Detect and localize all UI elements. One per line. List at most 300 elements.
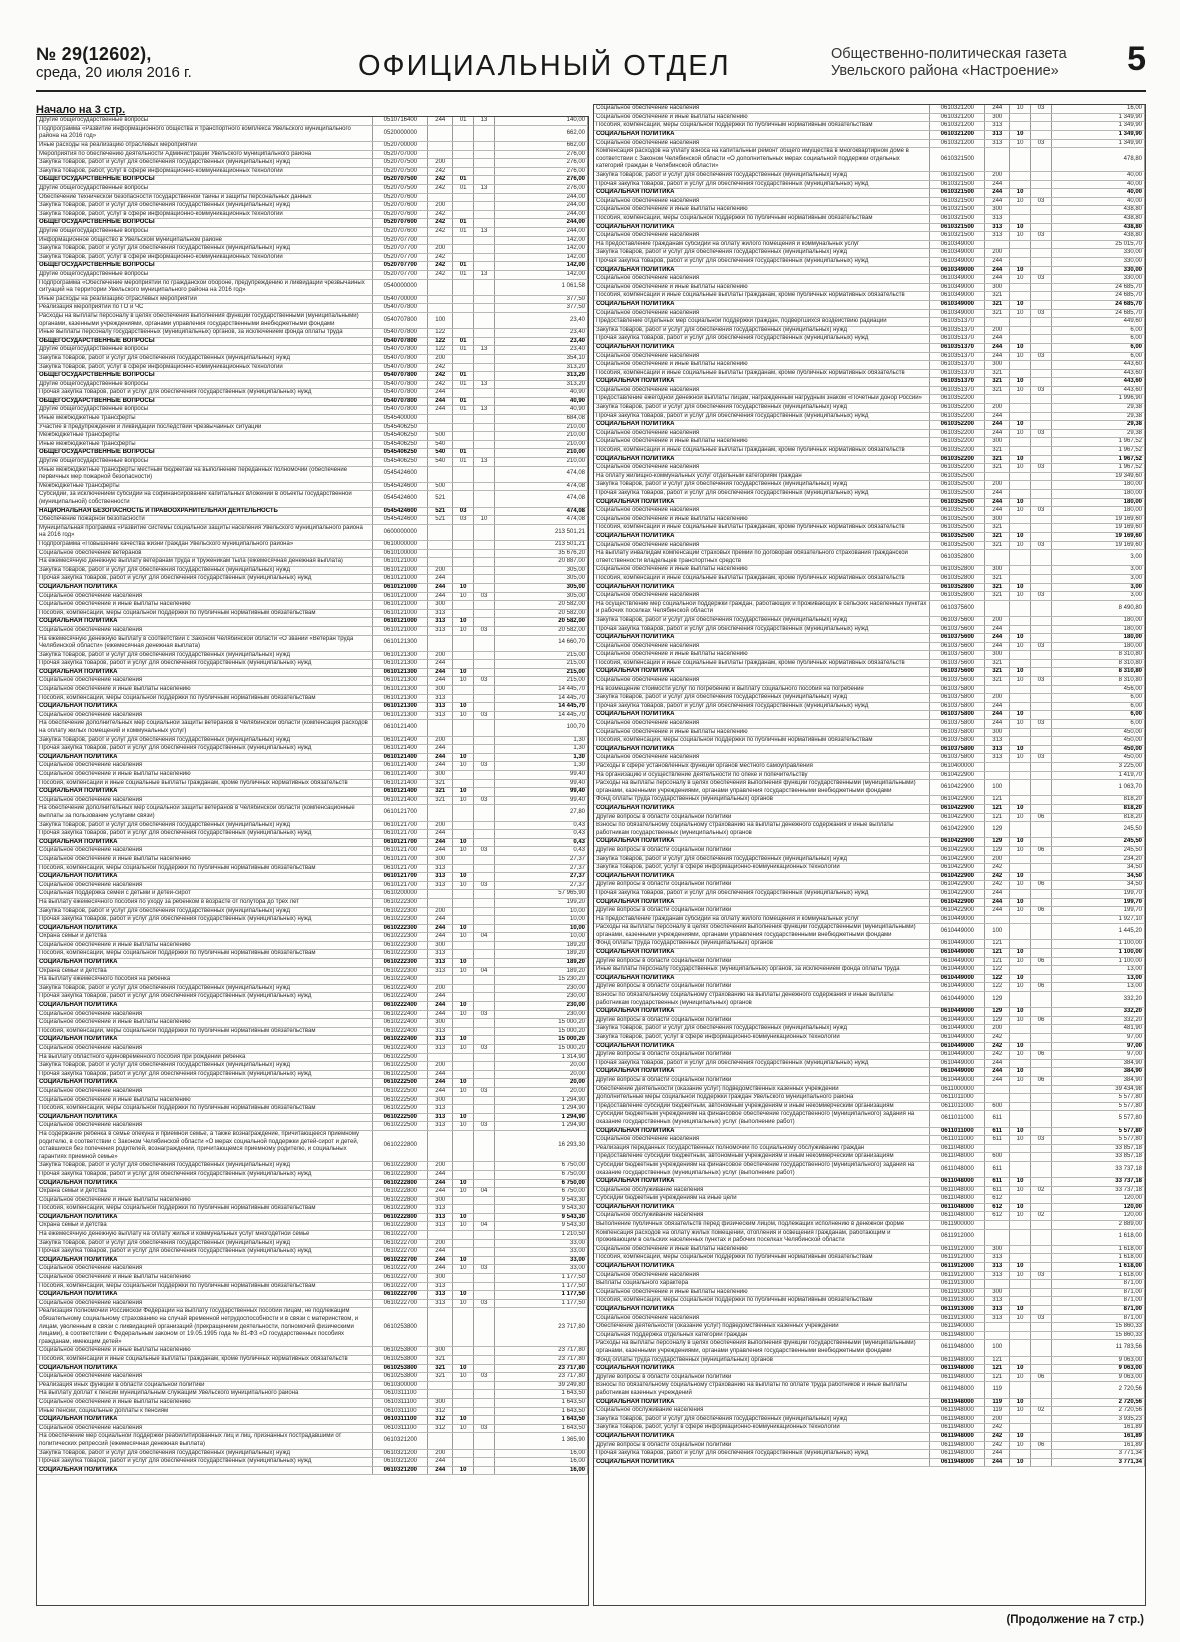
row-amount: 33,00 — [494, 1248, 587, 1257]
row-section: 10 — [453, 711, 474, 720]
table-row — [37, 635, 588, 651]
row-expense-type: 300 — [428, 855, 453, 864]
row-target-code: 0610222700 — [373, 1265, 428, 1274]
row-section — [1010, 616, 1031, 625]
row-amount: 13,00 — [1051, 974, 1144, 983]
row-section — [453, 907, 474, 916]
row-subsection — [474, 984, 495, 993]
row-amount: 40,00 — [1051, 189, 1144, 198]
row-expense-type: 122 — [985, 983, 1010, 992]
row-expense-type: 313 — [985, 232, 1010, 241]
row-name: Социальное обеспечение населения — [594, 720, 930, 729]
row-section: 10 — [453, 1079, 474, 1088]
table-row — [594, 369, 1145, 378]
row-amount: 120,00 — [1051, 1195, 1144, 1204]
row-section: 01 — [453, 449, 474, 458]
row-amount: 330,00 — [1051, 275, 1144, 284]
row-expense-type: 244 — [985, 429, 1010, 438]
row-section — [1010, 1221, 1031, 1230]
row-target-code: 0610222700 — [373, 1231, 428, 1240]
row-subsection: 03 — [1031, 677, 1052, 686]
row-section — [453, 279, 474, 295]
row-amount: 1 177,50 — [494, 1299, 587, 1308]
table-row — [594, 1382, 1145, 1398]
row-name: Иные межбюджетные трансферты — [37, 440, 373, 449]
row-name: НАЦИОНАЛЬНАЯ БЕЗОПАСНОСТЬ И ПРАВООХРАНИТЕЛЬНАЯ ДЕЯТЕЛЬНОСТЬ — [37, 507, 373, 516]
row-amount: 33 857,18 — [1051, 1144, 1144, 1153]
row-amount: 6,00 — [1051, 326, 1144, 335]
row-section — [1010, 1144, 1031, 1153]
row-section — [1010, 1094, 1031, 1103]
row-section — [1010, 992, 1031, 1008]
row-subsection — [1031, 702, 1052, 711]
row-name: Предоставление отдельных мер социальной поддержки граждан, подвергшихся воздействию радиации — [594, 318, 930, 327]
table-row — [594, 343, 1145, 352]
row-section — [453, 1105, 474, 1114]
row-amount: 210,00 — [494, 423, 587, 432]
row-expense-type: 500 — [428, 432, 453, 441]
row-name: Социальное обеспечение ветеранов — [37, 549, 373, 558]
row-expense-type: 313 — [428, 1122, 453, 1131]
row-subsection — [1031, 822, 1052, 838]
row-target-code: 0610222700 — [373, 1291, 428, 1300]
row-target-code: 0610121000 — [373, 601, 428, 610]
row-subsection — [474, 397, 495, 406]
table-row — [594, 352, 1145, 361]
row-expense-type: 244 — [428, 847, 453, 856]
table-row — [594, 1432, 1145, 1441]
row-section — [1010, 737, 1031, 746]
row-section: 10 — [453, 1179, 474, 1188]
row-target-code: 0610222300 — [373, 924, 428, 933]
row-target-code: 0610222300 — [373, 933, 428, 942]
row-name: Закупка товаров, работ и услуг для обеспечения государственных (муниципальных) нужд — [37, 159, 373, 168]
row-amount: 20 887,00 — [494, 558, 587, 567]
row-expense-type — [985, 472, 1010, 481]
table-row — [594, 651, 1145, 660]
row-amount: 474,08 — [494, 466, 587, 482]
row-name: Другие вопросы в области социальной политики — [594, 1373, 930, 1382]
row-amount: 230,00 — [494, 1002, 587, 1011]
row-subsection — [474, 1291, 495, 1300]
row-amount: 15 230,20 — [494, 976, 587, 985]
table-row — [37, 796, 588, 805]
row-name: СОЦИАЛЬНАЯ ПОЛИТИКА — [37, 1036, 373, 1045]
row-section — [453, 142, 474, 151]
row-name: СОЦИАЛЬНАЯ ПОЛИТИКА — [594, 532, 930, 541]
table-row — [594, 1263, 1145, 1272]
row-name: ОБЩЕГОСУДАРСТВЕННЫЕ ВОПРОСЫ — [37, 449, 373, 458]
row-name: На выплату ежемесячного пособия на ребенка — [37, 976, 373, 985]
row-subsection — [1031, 369, 1052, 378]
row-section — [1010, 864, 1031, 873]
row-name: Обеспечение пожарной безопасности — [37, 516, 373, 525]
row-target-code: 0610375800 — [930, 720, 985, 729]
table-row — [37, 677, 588, 686]
row-subsection: 03 — [474, 1373, 495, 1382]
row-target-code: 0610375600 — [930, 642, 985, 651]
row-expense-type: 200 — [428, 354, 453, 363]
row-amount: 1 177,50 — [494, 1282, 587, 1291]
row-amount: 99,40 — [494, 779, 587, 788]
row-target-code: 0610449000 — [930, 983, 985, 992]
row-target-code: 0540707800 — [373, 346, 428, 355]
table-row — [37, 805, 588, 821]
row-expense-type: 321 — [428, 1373, 453, 1382]
row-expense-type: 242 — [985, 881, 1010, 890]
row-amount: 245,50 — [1051, 846, 1144, 855]
row-name: Пособия, компенсации, меры социальной поддержки по публичным нормативным обязательствам — [37, 1205, 373, 1214]
table-row — [37, 1291, 588, 1300]
row-amount: 142,00 — [494, 270, 587, 279]
row-name: Иные пенсии, социальные доплаты к пенсиям — [37, 1407, 373, 1416]
row-target-code: 0611948000 — [930, 1382, 985, 1398]
row-subsection — [474, 1179, 495, 1188]
row-expense-type: 244 — [428, 916, 453, 925]
row-expense-type: 313 — [428, 1105, 453, 1114]
row-subsection: 03 — [474, 592, 495, 601]
row-subsection — [1031, 472, 1052, 481]
table-row — [37, 1062, 588, 1071]
row-target-code: 0610321500 — [930, 197, 985, 206]
row-expense-type: 121 — [985, 1365, 1010, 1374]
table-row — [37, 1398, 588, 1407]
row-name: Социальное обеспечение населения — [594, 309, 930, 318]
row-expense-type: 244 — [985, 1076, 1010, 1085]
row-subsection — [474, 329, 495, 338]
row-name: Прочая закупка товаров, работ и услуг для обеспечения государственных (муниципальных) нужд — [37, 916, 373, 925]
row-section — [1010, 702, 1031, 711]
row-subsection: 03 — [1031, 197, 1052, 206]
row-target-code: 0520707600 — [373, 210, 428, 219]
row-expense-type: 244 — [985, 335, 1010, 344]
row-target-code: 0610311100 — [373, 1424, 428, 1433]
row-expense-type: 244 — [428, 753, 453, 762]
row-name: Пособия, компенсации, меры социальной поддержки по публичным нормативным обязательствам — [594, 1297, 930, 1306]
row-name: СОЦИАЛЬНАЯ ПОЛИТИКА — [594, 872, 930, 881]
row-section — [453, 976, 474, 985]
row-subsection — [474, 1433, 495, 1449]
row-amount: 9 063,00 — [1051, 1373, 1144, 1382]
row-name: СОЦИАЛЬНАЯ ПОЛИТИКА — [37, 703, 373, 712]
row-subsection — [474, 1248, 495, 1257]
row-expense-type — [985, 550, 1010, 566]
row-amount: 450,00 — [1051, 754, 1144, 763]
table-row — [594, 745, 1145, 754]
row-expense-type: 200 — [428, 907, 453, 916]
row-target-code: 0610352500 — [930, 532, 985, 541]
table-row — [37, 881, 588, 890]
row-subsection — [474, 694, 495, 703]
table-row — [594, 1221, 1145, 1230]
row-name: На обеспечение дополнительных мер социальной защиты ветеранов в Челябинской области (компенсационные выплаты за пользование услугами связи) — [37, 805, 373, 821]
row-amount: 443,60 — [1051, 369, 1144, 378]
row-section — [1010, 113, 1031, 122]
table-row — [594, 1323, 1145, 1332]
row-expense-type — [428, 279, 453, 295]
row-target-code: 0610321500 — [930, 148, 985, 172]
row-section — [453, 1062, 474, 1071]
row-section — [453, 950, 474, 959]
row-section — [453, 745, 474, 754]
row-target-code: 0611912000 — [930, 1271, 985, 1280]
row-expense-type: 321 — [985, 378, 1010, 387]
row-name: Социальное обеспечение населения — [594, 507, 930, 516]
row-subsection: 06 — [1031, 846, 1052, 855]
row-target-code: 0611948000 — [930, 1365, 985, 1374]
row-subsection — [474, 1458, 495, 1467]
row-expense-type: 129 — [985, 992, 1010, 1008]
row-expense-type: 129 — [985, 1016, 1010, 1025]
row-target-code: 0540000000 — [373, 279, 428, 295]
row-expense-type: 300 — [985, 1245, 1010, 1254]
table-row — [37, 1079, 588, 1088]
row-subsection — [1031, 574, 1052, 583]
row-name: Иные расходы на реализацию отраслевых мероприятий — [37, 142, 373, 151]
row-name: Социальное обеспечение населения — [37, 677, 373, 686]
row-amount: 3 771,34 — [1051, 1458, 1144, 1467]
row-amount: 1 177,50 — [494, 1274, 587, 1283]
row-target-code: 0610222700 — [373, 1248, 428, 1257]
row-target-code: 0611948000 — [930, 1450, 985, 1459]
table-row — [37, 1170, 588, 1179]
row-section — [1010, 481, 1031, 490]
table-row — [594, 1144, 1145, 1153]
row-name: Взносы по обязательному социальному страхованию на выплаты по оплате труда работников и иные выплаты работникам казенных учреждений — [594, 1382, 930, 1398]
row-section: 10 — [1010, 1016, 1031, 1025]
row-section: 10 — [1010, 949, 1031, 958]
table-row — [594, 855, 1145, 864]
row-target-code: 0610121400 — [373, 720, 428, 736]
table-row — [594, 1102, 1145, 1111]
row-target-code: 0610375600 — [930, 600, 985, 616]
table-row — [594, 1076, 1145, 1085]
row-subsection — [474, 1170, 495, 1179]
row-subsection: 03 — [1031, 1314, 1052, 1323]
paper-name-line1: Общественно-политическая газета — [831, 46, 1067, 62]
row-target-code: 0610449000 — [930, 1051, 985, 1060]
row-section: 01 — [453, 262, 474, 271]
row-expense-type: 200 — [985, 249, 1010, 258]
row-section: 10 — [1010, 1051, 1031, 1060]
row-expense-type: 200 — [985, 326, 1010, 335]
table-row — [37, 1087, 588, 1096]
table-row — [594, 694, 1145, 703]
row-amount: 313,20 — [494, 363, 587, 372]
row-name: Реализация иных функций в области социальной политики — [37, 1381, 373, 1390]
row-section — [453, 1458, 474, 1467]
table-row — [37, 993, 588, 1002]
row-section: 10 — [1010, 583, 1031, 592]
row-expense-type: 321 — [985, 386, 1010, 395]
table-row — [37, 779, 588, 788]
row-subsection — [1031, 659, 1052, 668]
table-row — [37, 337, 588, 346]
row-subsection — [1031, 796, 1052, 805]
row-amount: 1 063,70 — [1051, 780, 1144, 796]
row-section — [453, 864, 474, 873]
row-expense-type: 313 — [428, 609, 453, 618]
row-section: 10 — [453, 959, 474, 968]
row-amount: 9 543,30 — [494, 1196, 587, 1205]
table-row — [594, 864, 1145, 873]
row-amount: 15 860,33 — [1051, 1323, 1144, 1332]
row-subsection — [1031, 711, 1052, 720]
row-amount: 1 643,50 — [494, 1407, 587, 1416]
row-section: 10 — [1010, 1136, 1031, 1145]
table-row — [594, 1415, 1145, 1424]
row-amount: 180,00 — [1051, 498, 1144, 507]
row-expense-type: 242 — [428, 210, 453, 219]
row-amount: 20 582,00 — [494, 626, 587, 635]
row-amount: 450,00 — [1051, 728, 1144, 737]
row-section — [1010, 855, 1031, 864]
table-row — [594, 429, 1145, 438]
row-subsection — [474, 1449, 495, 1458]
row-target-code: 0611011000 — [930, 1094, 985, 1103]
row-name: Социальное обеспечение населения — [37, 881, 373, 890]
row-amount: 99,40 — [494, 788, 587, 797]
row-expense-type: 244 — [985, 412, 1010, 421]
row-target-code: 0610352200 — [930, 455, 985, 464]
row-target-code: 0520700000 — [373, 142, 428, 151]
row-amount: 16,00 — [1051, 105, 1144, 113]
table-row — [594, 318, 1145, 327]
row-expense-type: 313 — [985, 1297, 1010, 1306]
table-row — [37, 1265, 588, 1274]
row-name: Социальное обеспечение населения — [37, 1045, 373, 1054]
row-name: Социальное обеспечение населения — [594, 677, 930, 686]
row-expense-type: 313 — [985, 1314, 1010, 1323]
row-section — [453, 1390, 474, 1399]
row-name: Реализация полномочий Российской Федерации на выплату государственных пособий лицам, не подлежащим обязательному социальному страхованию на случай временной нетрудоспособности и в связи с материнством, и лицам, уволенным в связи с ликвидацией организаций (прекращением деятельности, полномочий физическими лицами), в соответствии с Федеральным законом от 19.05.1995 года № 81-ФЗ «О государственных пособиях гражданам, имеющим детей» — [37, 1308, 373, 1347]
row-target-code: 0610321200 — [373, 1433, 428, 1449]
table-row — [37, 821, 588, 830]
row-target-code: 0610121400 — [373, 788, 428, 797]
row-expense-type: 244 — [985, 898, 1010, 907]
row-subsection — [1031, 992, 1052, 1008]
row-expense-type — [428, 976, 453, 985]
row-subsection — [1031, 524, 1052, 533]
row-expense-type: 244 — [985, 625, 1010, 634]
table-row — [37, 262, 588, 271]
row-target-code: 0610222800 — [373, 1222, 428, 1231]
row-target-code: 0611913000 — [930, 1306, 985, 1315]
row-target-code: 0600000000 — [373, 524, 428, 540]
row-amount: 1 643,50 — [494, 1416, 587, 1425]
row-amount: 27,37 — [494, 864, 587, 873]
row-subsection — [474, 440, 495, 449]
row-name: Предоставление субсидий бюджетным, автономным учреждениям и иным некоммерческим организациям — [594, 1153, 930, 1162]
row-section — [1010, 1382, 1031, 1398]
table-row — [37, 458, 588, 467]
table-row — [594, 763, 1145, 772]
row-target-code: 0610375600 — [930, 651, 985, 660]
row-subsection — [1031, 447, 1052, 456]
row-target-code: 0610311100 — [373, 1398, 428, 1407]
row-expense-type: 244 — [985, 180, 1010, 189]
row-name: Закупка товаров, работ, услуг в сфере информационно-коммуникационных технологий — [37, 363, 373, 372]
row-target-code: 0610222400 — [373, 1002, 428, 1011]
table-row — [37, 1449, 588, 1458]
row-target-code: 0545406250 — [373, 449, 428, 458]
row-amount: 245,50 — [1051, 822, 1144, 838]
row-name: Социальное обеспечение населения — [37, 592, 373, 601]
row-subsection — [474, 423, 495, 432]
row-subsection — [1031, 1025, 1052, 1034]
row-target-code: 0610222400 — [373, 984, 428, 993]
row-target-code: 0610121000 — [373, 575, 428, 584]
row-expense-type: 100 — [985, 924, 1010, 940]
row-subsection — [474, 1070, 495, 1079]
row-name: Пособия, компенсации, меры социальной поддержки по публичным нормативным обязательствам — [37, 864, 373, 873]
table-row — [594, 215, 1145, 224]
row-target-code: 0610121000 — [373, 592, 428, 601]
row-subsection — [474, 1062, 495, 1071]
row-name: Реализация мероприятий по ГО и ЧС — [37, 304, 373, 313]
row-section: 10 — [453, 753, 474, 762]
row-subsection — [474, 924, 495, 933]
row-name: Социальное обеспечение и иные выплаты населению — [594, 1245, 930, 1254]
row-target-code: 0610352500 — [930, 472, 985, 481]
row-expense-type — [985, 1323, 1010, 1332]
row-expense-type — [428, 635, 453, 651]
table-row — [37, 976, 588, 985]
row-subsection — [1031, 326, 1052, 335]
row-section — [1010, 1085, 1031, 1094]
table-row — [594, 1407, 1145, 1416]
row-target-code: 0611913000 — [930, 1297, 985, 1306]
table-row — [37, 270, 588, 279]
row-amount: 161,89 — [1051, 1424, 1144, 1433]
row-amount: 332,20 — [1051, 1016, 1144, 1025]
table-row — [37, 415, 588, 424]
row-name: Расходы на выплаты персоналу в целях обеспечения выполнения функций государственными (муниципальными) органами, казенными учреждениями, органами управления государственными внебюджетными фондами — [594, 924, 930, 940]
table-row — [37, 558, 588, 567]
table-row — [594, 197, 1145, 206]
row-expense-type: 244 — [428, 993, 453, 1002]
row-target-code: 0611912000 — [930, 1245, 985, 1254]
table-row — [594, 240, 1145, 249]
row-expense-type — [985, 915, 1010, 924]
row-target-code: 0610222800 — [373, 1130, 428, 1161]
row-expense-type: 313 — [428, 967, 453, 976]
table-row — [37, 873, 588, 882]
row-subsection — [1031, 1245, 1052, 1254]
row-section — [453, 575, 474, 584]
row-target-code: 0610222800 — [373, 1170, 428, 1179]
table-row — [37, 753, 588, 762]
row-amount: 23 717,80 — [494, 1355, 587, 1364]
row-subsection: 13 — [474, 228, 495, 237]
table-row — [37, 1053, 588, 1062]
row-target-code: 0610352800 — [930, 566, 985, 575]
row-name: ОБЩЕГОСУДАРСТВЕННЫЕ ВОПРОСЫ — [37, 397, 373, 406]
table-row — [594, 395, 1145, 404]
row-name: Социальное обеспечение населения — [594, 754, 930, 763]
row-subsection: 13 — [474, 117, 495, 125]
row-subsection — [474, 491, 495, 507]
row-subsection: 03 — [1031, 429, 1052, 438]
row-amount: 34,50 — [1051, 872, 1144, 881]
row-name: Пособия, компенсации, меры социальной поддержки по публичным нормативным обязательствам — [37, 694, 373, 703]
row-name: Закупка товаров, работ и услуг для обеспечения государственных (муниципальных) нужд — [594, 404, 930, 413]
row-amount: 29,38 — [1051, 429, 1144, 438]
row-subsection — [474, 950, 495, 959]
row-expense-type: 242 — [428, 262, 453, 271]
table-row — [594, 148, 1145, 172]
row-amount: 97,00 — [1051, 1051, 1144, 1060]
